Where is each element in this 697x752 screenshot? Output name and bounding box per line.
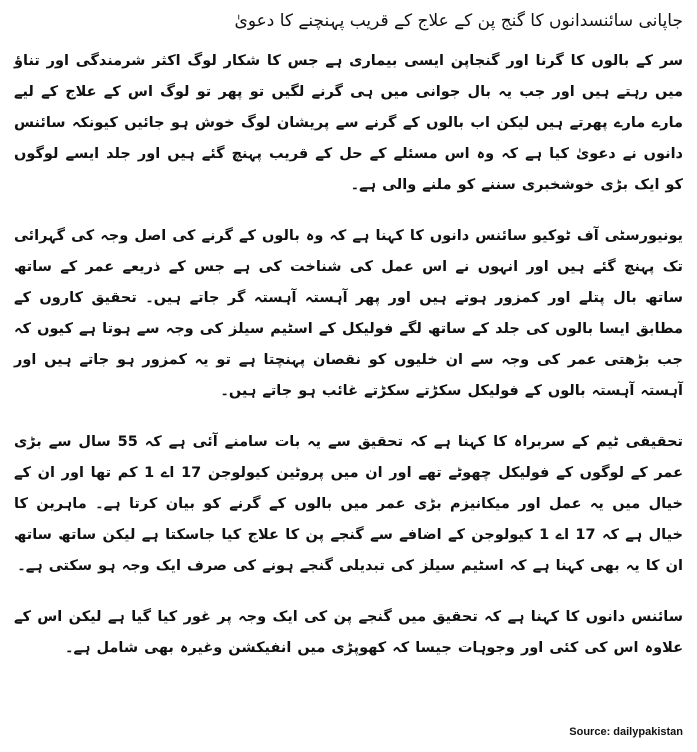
article-paragraph-2: یونیورسٹی آف ٹوکیو سائنس دانوں کا کہنا ہے کہ وہ بالوں کے گرنے کی اصل وجہ کی گہرائی تک پہنچ گئے ہیں اور انہوں نے اس عمل کی شناخت کی ہے جس کے ذریعے عمر کے ساتھ ساتھ بال پتلے اور کمزور ہوتے ہیں اور پھر آہستہ آہستہ گر جاتے ہیں۔ تحقیق کاروں کے مطابق ایسا بالوں کی جلد کے ساتھ لگے فولیکل کے اسٹیم سیلز کی وجہ سے ہوتا ہے کیوں کہ جب بڑھتی عمر کی وجہ سے ان خلیوں کو نقصان پہنچتا ہے تو یہ کمزور ہو جاتے ہیں اور آہستہ آہستہ بالوں کے فولیکل سکڑتے سکڑتے غائب ہو جاتے ہیں۔ <box>14 228 683 399</box>
article-title: جاپانی سائنسدانوں کا گنج پن کے علاج کے قریب پہنچنے کا دعویٰ <box>234 11 683 31</box>
article-paragraph-3: تحقیقی ٹیم کے سربراہ کا کہنا ہے کہ تحقیق سے یہ بات سامنے آئی ہے کہ 55 سال سے بڑی عمر کے لوگوں کے فولیکل چھوٹے تھے اور ان میں پروٹین کیولوجن 17 اے 1 کم تھا اور ان کے خیال میں یہ عمل اور میکانیزم بڑی عمر میں بالوں کے گرنے کو بیان کرتا ہے۔ ماہرین کا خیال ہے کہ 17 اے 1 کیولوجن کے اضافے سے گنجے پن کا علاج کیا جاسکتا ہے لیکن ساتھ ساتھ ان کا یہ بھی کہنا ہے کہ اسٹیم سیلز کی تبدیلی گنجے ہونے کی صرف ایک وجہ ہو سکتی ہے۔ <box>14 434 684 574</box>
article-paragraph-4: سائنس دانوں کا کہنا ہے کہ تحقیق میں گنجے پن کی ایک وجہ پر غور کیا گیا ہے لیکن اس کے علاوہ اس کی کئی اور وجوہات جیسا کہ کھوپڑی میں انفیکشن وغیرہ بھی شامل ہے۔ <box>14 609 683 656</box>
source-credit: Source: dailypakistan <box>569 726 683 738</box>
article-paragraph-1: سر کے بالوں کا گرنا اور گنجاپن ایسی بیماری ہے جس کا شکار لوگ اکثر شرمندگی اور تناؤ میں رہتے ہیں اور جب یہ بال جوانی میں ہی گرنے لگیں تو پھر تو لوگ اس کے علاج کے لیے مارے مارے پھرتے ہیں لیکن اب بالوں کے گرنے سے پریشان لوگ خوش ہو جائیں کیونکہ سائنس دانوں نے دعویٰ کیا ہے کہ وہ اس مسئلے کے حل کے قریب پہنچ گئے ہیں اور جلد ایسے لوگوں کو ایک بڑی خوشخبری سننے کو ملنے والی ہے۔ <box>14 53 683 193</box>
